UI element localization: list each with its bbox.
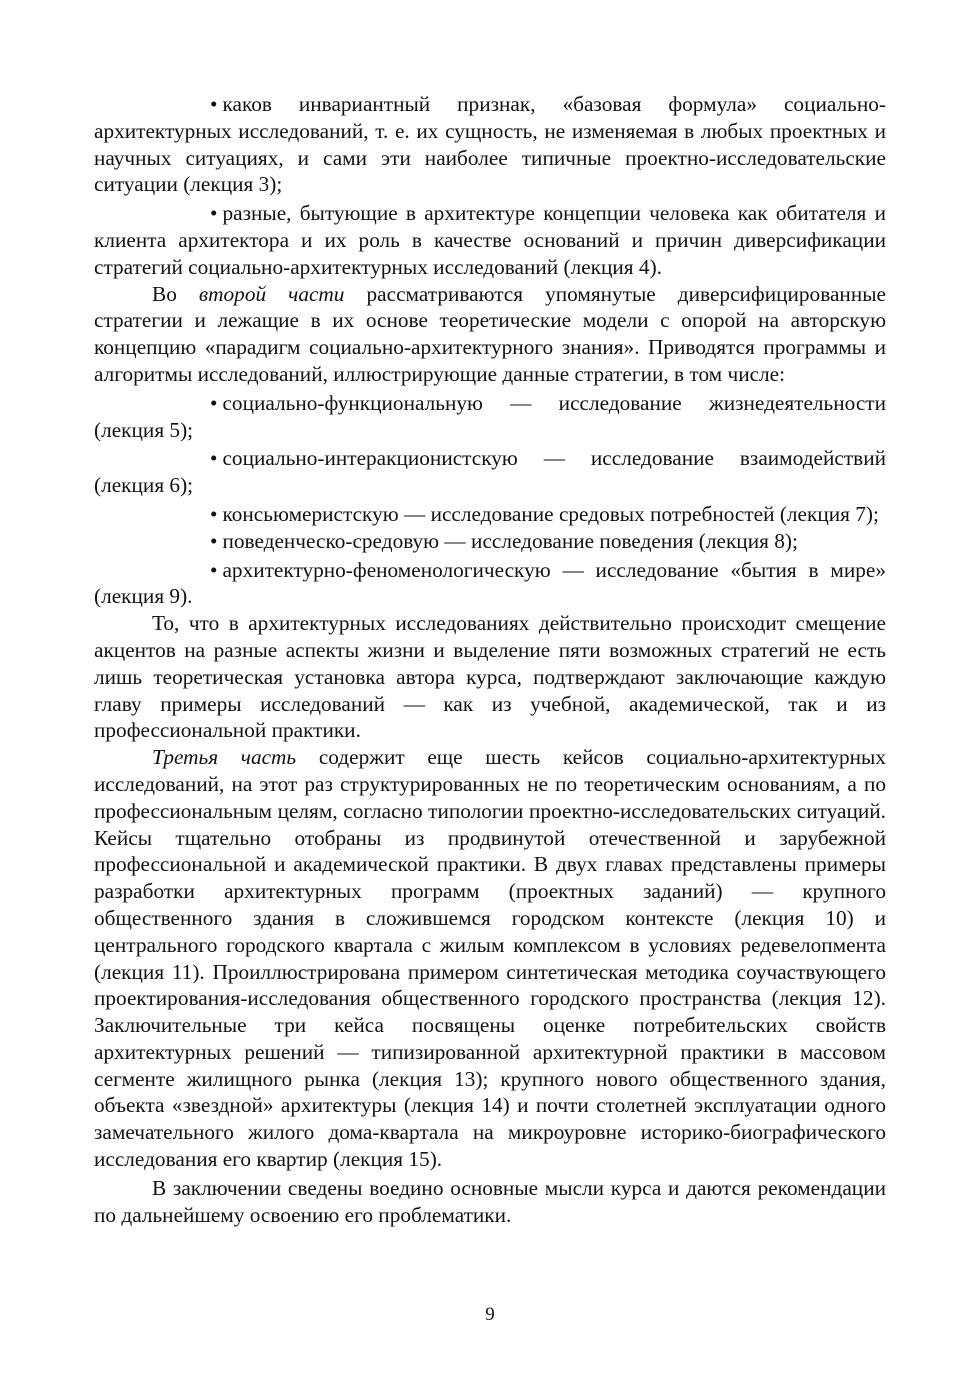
bullet-item-behavioral	[94, 528, 886, 555]
bullet-icon: •	[210, 557, 218, 582]
bullet-text: поведенческо-средовую — исследование поведения (лекция 8);	[222, 528, 798, 553]
bullet-icon: •	[210, 501, 218, 526]
paragraph-conclusion: В заключении сведены воедино основные мысли курса и даются рекомендации по дальнейшему освоению его проблематики.	[94, 1175, 886, 1227]
bullet-text: архитектурно-феноменологическую — исследование «бытия в мире» (лекция 9).	[94, 557, 886, 609]
bullet-icon: •	[210, 201, 218, 226]
bullet-item-social-functional	[94, 390, 886, 444]
part-two-emphasis: второй части	[198, 281, 345, 306]
part-three-emphasis: Третья часть	[152, 745, 297, 770]
part-two-lead: Во	[152, 281, 177, 306]
bullet-icon: •	[210, 446, 218, 471]
bullet-text: разные, бытующие в архитектуре концепции человека как обитателя и клиента архитектора и их роль в качестве оснований и причин диверсификации стратегий социально-архитектурных исследований (лекция 4).	[94, 201, 886, 279]
bullet-text: консьюмеристскую — исследование средовых потребностей (лекция 7);	[222, 501, 879, 526]
part-three-text: содержит еще шесть кейсов социально-архитектурных исследований, на этот раз структурированных не по теоретическим основаниям, а по профессиональным целям, согласно типологии проектно-исследовательских ситуаций. Кейсы тщательно отобраны из продвинутой отечественной и зарубежной профессиональной и академической практики. В двух главах представлены примеры разработки архитектурных программ (проектных заданий) — крупного общественного здания в сложившемся городском контексте (лекция 10) и центрального городского квартала с жилым комплексом в условиях редевелопмента (лекция 11). Проиллюстрирована примером синтетическая методика соучаствующего проектирования-исследования общественного городского пространства (лекция 12). Заключительные три кейса посвящены оценке потребительских свойств архитектурных решений — типизированной архитектурной практики в массовом сегменте жилищного рынка (лекция 13); крупного нового общественного здания, объекта «звездной» архитектуры (лекция 14) и почти столетней эксплуатации одного замечательного жилого дома-квартала на микроуровне историко-биографического исследования его квартир (лекция 15).	[94, 745, 887, 1172]
bullet-item-interactionist	[94, 445, 886, 499]
paragraph-part-two	[94, 281, 886, 388]
paragraph-part-three	[94, 744, 886, 1173]
bullet-item-phenomenological	[94, 557, 886, 611]
bullet-icon: •	[210, 528, 218, 553]
page-body	[94, 91, 886, 1228]
bullet-icon: •	[210, 390, 218, 415]
bullet-item-concepts	[94, 200, 886, 280]
bullet-item-invariant	[94, 91, 886, 198]
bullet-text: социально-интеракционистскую — исследование взаимодействий (лекция 6);	[94, 446, 886, 498]
part-two-text: рассматриваются упомянутые диверсифицированные стратегии и лежащие в их основе теоретические модели с опорой на авторскую концепцию «парадигм социально-архитектурного знания». Приводятся программы и алгоритмы исследований, иллюстрирующие данные стратегии, в том числе:	[94, 281, 886, 386]
bullet-item-consumerist	[94, 501, 886, 528]
bullet-text: каков инвариантный признак, «базовая формула» социально-архитектурных исследований, т. е. их сущность, не изменяемая в любых проектных и научных ситуациях, и сами эти наиболее типичные проектно-исследовательские ситуации (лекция 3);	[94, 92, 886, 197]
bullet-text: социально-функциональную — исследование жизнедеятельности (лекция 5);	[94, 390, 886, 442]
page-number: 9	[485, 1304, 495, 1325]
paragraph-strategies: То, что в архитектурных исследованиях действительно происходит смещение акцентов на разные аспекты жизни и выделение пяти возможных стратегий не есть лишь теоретическая установка автора курса, подтверждают заключающие каждую главу примеры исследований — как из учебной, академической, так и из профессиональной практики.	[94, 611, 886, 743]
bullet-icon: •	[210, 92, 218, 116]
